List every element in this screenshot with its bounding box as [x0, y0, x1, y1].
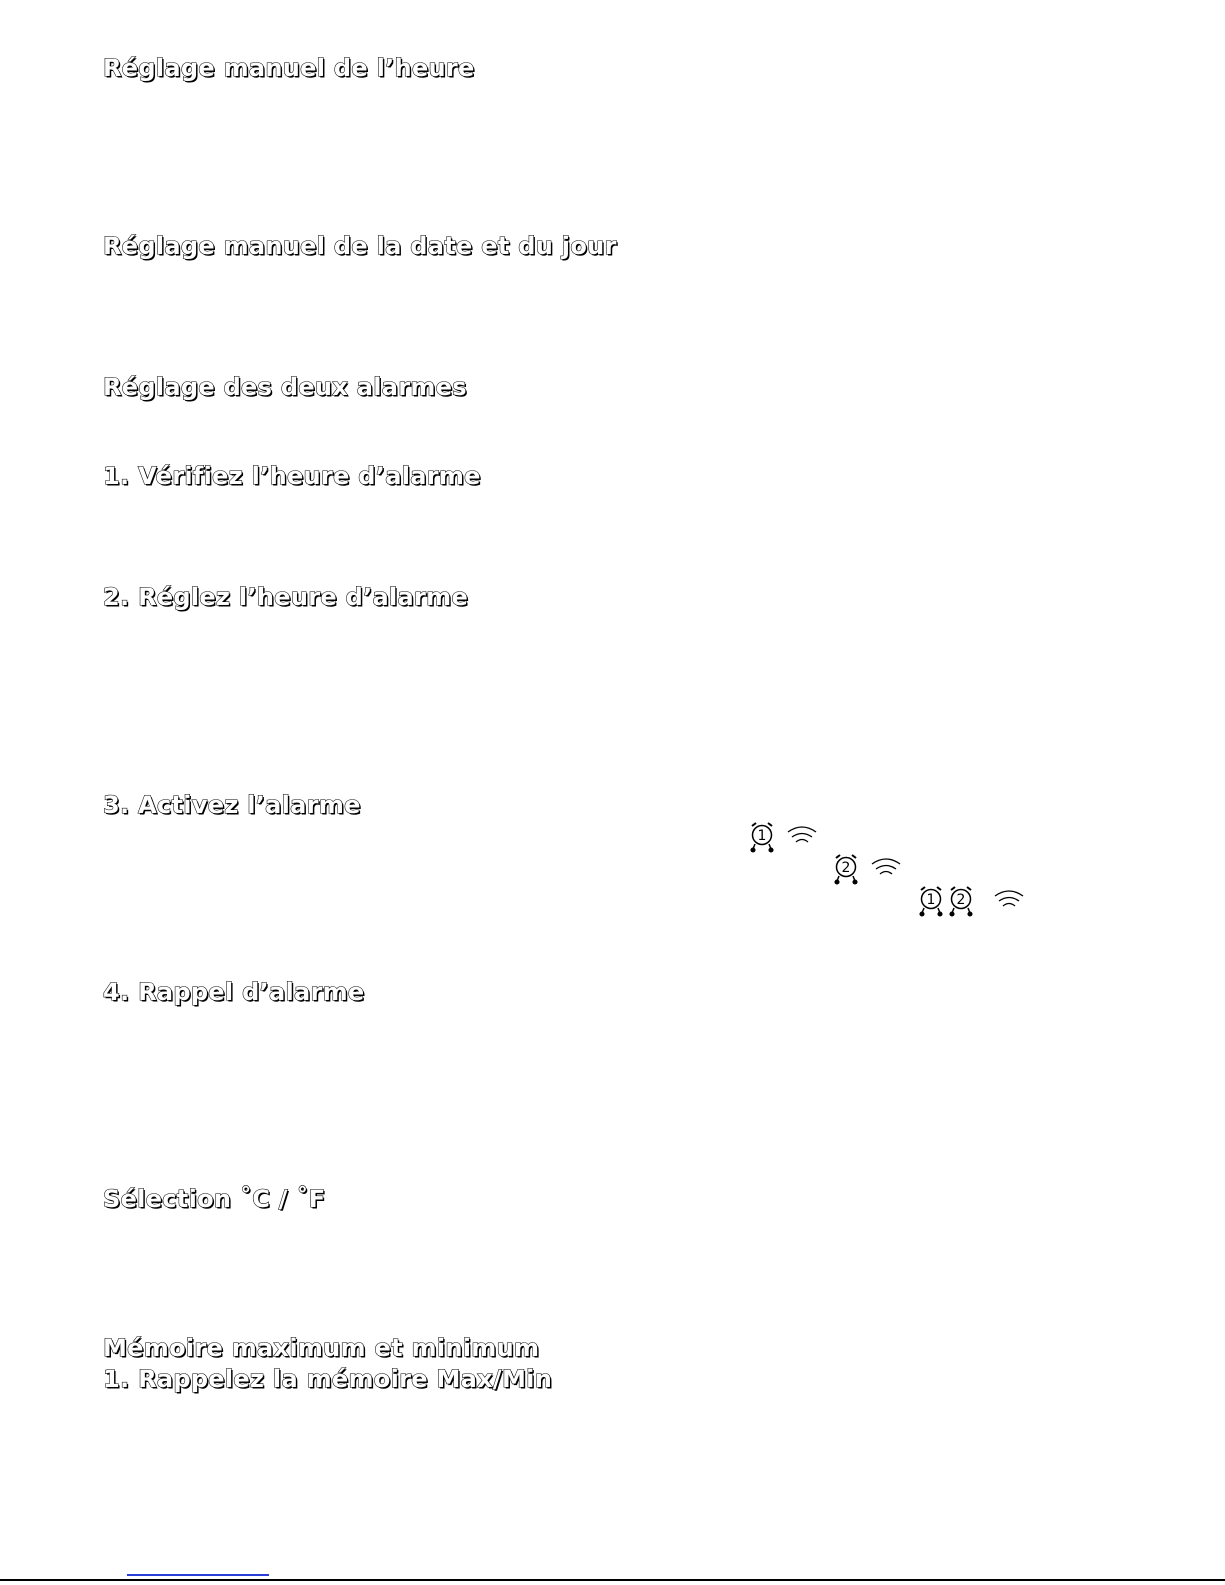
heading-set-alarm: 2. Réglez l’heure d’alarme — [103, 583, 469, 611]
heading-unit-select: Sélection ˚C / ˚F — [103, 1185, 326, 1213]
alarm-2-number: 2 — [841, 860, 851, 876]
alarm-clock-icon — [751, 823, 773, 852]
alarm-clock-icon — [950, 887, 972, 916]
heading-manual-time: Réglage manuel de l’heure — [103, 54, 475, 82]
heading-recall-memory: 1. Rappelez la mémoire Max/Min — [103, 1365, 553, 1393]
heading-check-alarm: 1. Vérifiez l’heure d’alarme — [103, 462, 481, 490]
alarm-clock-icon — [835, 855, 857, 884]
heading-memory: Mémoire maximum et minimum — [103, 1334, 540, 1362]
heading-snooze: 4. Rappel d’alarme — [103, 978, 365, 1006]
sound-waves-icon — [872, 859, 900, 874]
alarm-1-number: 1 — [757, 828, 767, 844]
alarm-both-number-1: 1 — [926, 892, 936, 908]
alarm-clock-icon — [920, 887, 942, 916]
heading-two-alarms: Réglage des deux alarmes — [103, 373, 467, 401]
heading-manual-date: Réglage manuel de la date et du jour — [103, 232, 617, 260]
sound-waves-icon — [788, 827, 816, 842]
page-link-underline[interactable] — [127, 1574, 269, 1576]
alarm-both-number-2: 2 — [956, 892, 966, 908]
alarm-2-icon — [830, 852, 906, 888]
alarm-1-icon — [746, 820, 822, 856]
heading-activate-alarm: 3. Activez l’alarme — [103, 791, 361, 819]
sound-waves-icon — [995, 891, 1023, 906]
bottom-rule — [0, 1579, 1225, 1581]
alarm-both-icon — [915, 884, 1030, 920]
